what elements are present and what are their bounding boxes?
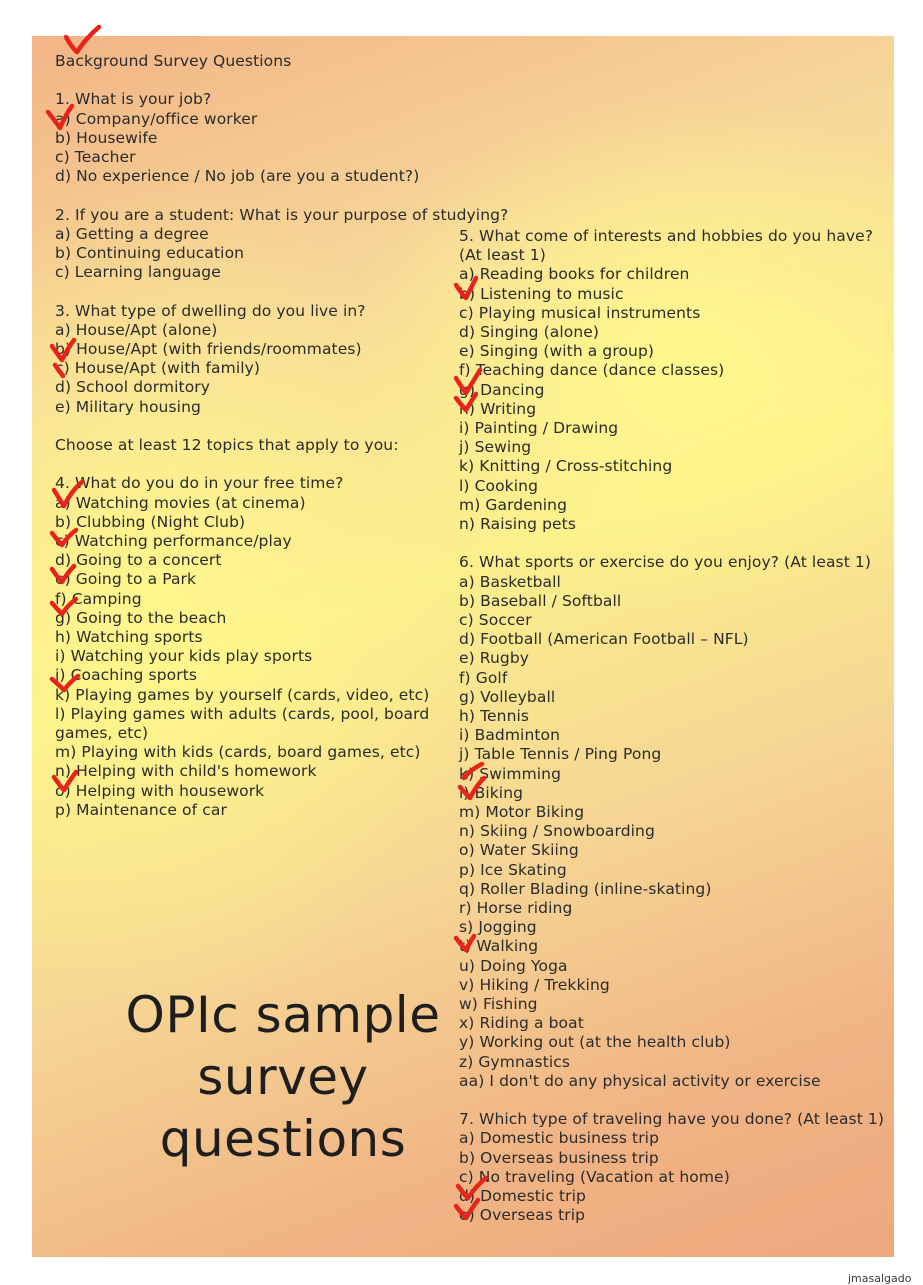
right-line: n) Skiing / Snowboarding: [459, 822, 655, 841]
right-line: q) Roller Blading (inline-skating): [459, 879, 712, 898]
left-line: c) Teacher: [55, 148, 136, 166]
left-line: p) Maintenance of car: [55, 800, 227, 819]
right-line: k) Knitting / Cross-stitching: [459, 457, 673, 476]
right-line: j) Sewing: [459, 438, 532, 457]
right-line: aa) I don't do any physical activity or exercise: [459, 1071, 821, 1090]
right-line: 7. Which type of traveling have you done? (At least 1): [459, 1110, 885, 1129]
right-line: b) Listening to music: [459, 284, 624, 303]
left-line: i) Watching your kids play sports: [55, 647, 313, 666]
left-line: a) Watching movies (at cinema): [55, 493, 306, 512]
left-line: 1. What is your job?: [55, 90, 212, 109]
right-line: c) Playing musical instruments: [459, 303, 701, 322]
left-line: f) Camping: [55, 589, 142, 608]
left-line: m) Playing with kids (cards, board games, etc): [55, 743, 421, 762]
right-line: u) Doing Yoga: [459, 956, 568, 975]
right-line: m) Motor Biking: [459, 803, 585, 821]
right-line: j) Table Tennis / Ping Pong: [459, 745, 662, 764]
right-line: b) Overseas business trip: [459, 1148, 659, 1167]
right-line: l) Biking: [459, 783, 524, 802]
right-line: v) Hiking / Trekking: [459, 975, 610, 994]
right-line: e) Rugby: [459, 649, 530, 668]
left-line: 4. What do you do in your free time?: [55, 474, 344, 493]
left-line: n) Helping with child's homework: [55, 762, 317, 781]
left-line: e) Going to a Park: [55, 570, 197, 589]
left-line: e) Military housing: [55, 397, 201, 416]
right-line: e) Singing (with a group): [459, 342, 655, 361]
right-line: p) Ice Skating: [459, 860, 567, 879]
right-line: t) Walking: [459, 937, 539, 956]
survey-sheet: [32, 36, 912, 1285]
right-line: (At least 1): [459, 246, 546, 265]
right-line: c) No traveling (Vacation at home): [459, 1167, 730, 1186]
right-line: y) Working out (at the health club): [459, 1033, 731, 1052]
left-line: d) Going to a concert: [55, 551, 222, 570]
right-line: 5. What come of interests and hobbies do you have?: [459, 227, 874, 245]
left-line: b) Continuing education: [55, 244, 245, 262]
left-line: c) House/Apt (with family): [55, 359, 261, 378]
left-line: d) No experience / No job (are you a student?): [55, 167, 420, 186]
left-line: g) Going to the beach: [55, 608, 227, 627]
right-line: k) Swimming: [459, 764, 562, 783]
left-line: Choose at least 12 topics that apply to you:: [55, 436, 399, 454]
right-line: f) Golf: [459, 668, 508, 687]
left-line: games, etc): [55, 724, 149, 742]
right-line: d) Singing (alone): [459, 323, 600, 341]
right-line: h) Tennis: [459, 707, 530, 725]
left-line: b) House/Apt (with friends/roommates): [55, 340, 362, 358]
left-line: o) Helping with housework: [55, 781, 265, 800]
watermark: jmasalgado: [848, 1272, 912, 1285]
right-line: a) Basketball: [459, 572, 561, 591]
right-line: b) Baseball / Softball: [459, 591, 622, 610]
left-line: k) Playing games by yourself (cards, video, etc): [55, 685, 430, 704]
right-line: a) Reading books for children: [459, 265, 690, 284]
right-line: e) Overseas trip: [459, 1206, 586, 1225]
right-line: x) Riding a boat: [459, 1014, 584, 1033]
right-line: d) Domestic trip: [459, 1187, 586, 1205]
left-line: j) Coaching sports: [55, 666, 198, 685]
left-line: h) Watching sports: [55, 628, 203, 646]
right-line: d) Football (American Football – NFL): [459, 630, 749, 649]
left-line: d) School dormitory: [55, 378, 211, 397]
right-line: i) Painting / Drawing: [459, 419, 619, 437]
right-line: l) Cooking: [459, 476, 539, 495]
left-line: 3. What type of dwelling do you live in?: [55, 301, 366, 320]
left-line: c) Watching performance/play: [55, 532, 292, 550]
left-line: c) Learning language: [55, 263, 221, 282]
right-line: c) Soccer: [459, 611, 532, 629]
right-line: g) Volleyball: [459, 687, 556, 706]
right-line: z) Gymnastics: [459, 1052, 571, 1071]
right-line: a) Domestic business trip: [459, 1129, 660, 1148]
right-line: 6. What sports or exercise do you enjoy? (At least 1): [459, 553, 872, 572]
right-line: m) Gardening: [459, 495, 568, 514]
right-line: r) Horse riding: [459, 899, 573, 917]
big-title: [78, 984, 488, 1170]
left-line: l) Playing games with adults (cards, pool, board: [55, 704, 430, 723]
right-line: i) Badminton: [459, 726, 561, 745]
right-line: h) Writing: [459, 399, 537, 418]
right-line: n) Raising pets: [459, 515, 577, 533]
right-line: g) Dancing: [459, 380, 545, 399]
right-line: s) Jogging: [459, 918, 537, 937]
left-line: a) Getting a degree: [55, 224, 209, 243]
right-line: f) Teaching dance (dance classes): [459, 361, 725, 380]
right-line: w) Fishing: [459, 995, 538, 1013]
left-line: a) House/Apt (alone): [55, 320, 218, 339]
left-line: 2. If you are a student: What is your purpose of studying?: [55, 205, 509, 224]
right-line: o) Water Skiing: [459, 841, 579, 860]
big-title-line-2: survey questions: [159, 1048, 407, 1168]
left-line: b) Housewife: [55, 128, 158, 147]
left-line: Background Survey Questions: [55, 52, 292, 70]
big-title-line-1: OPIc sample: [125, 986, 441, 1044]
left-line: a) Company/office worker: [55, 109, 258, 128]
left-line: b) Clubbing (Night Club): [55, 512, 246, 531]
